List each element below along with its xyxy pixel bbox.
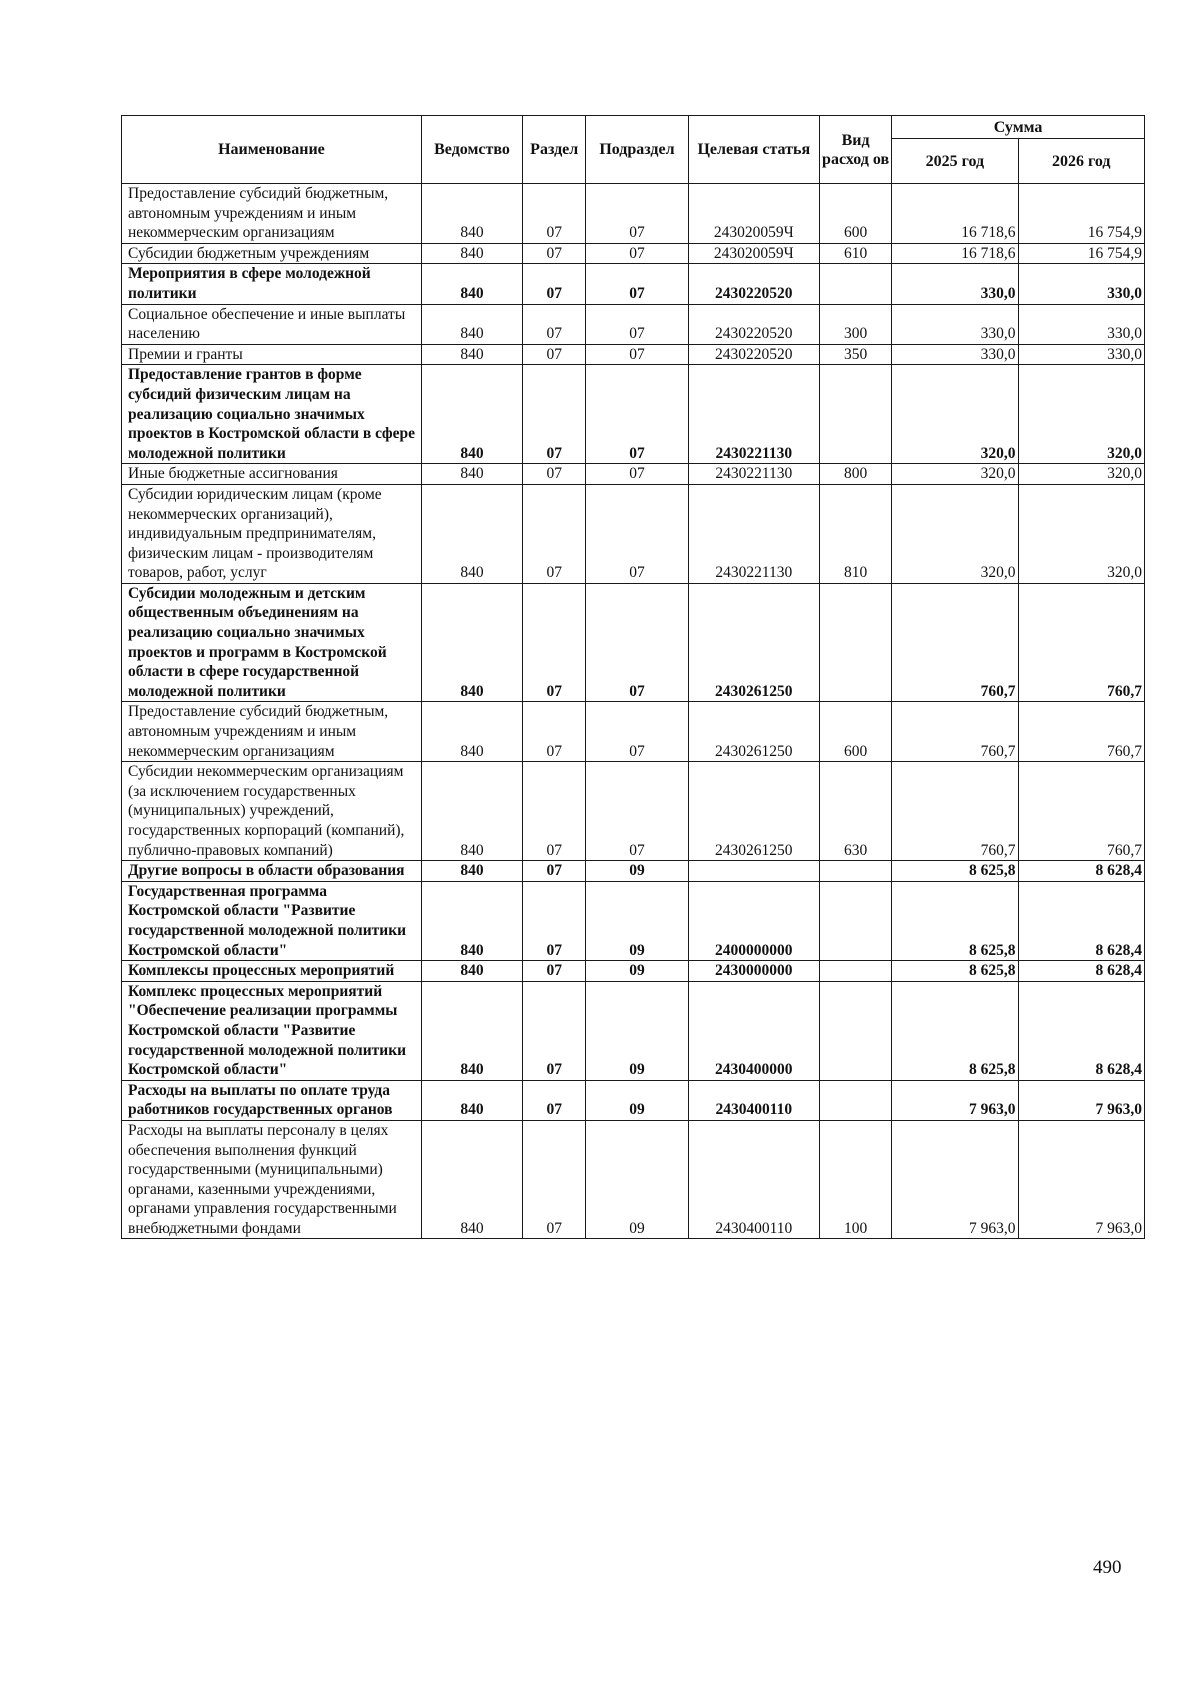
table-body bbox=[122, 184, 1145, 1239]
row-sum-2025: 8 625,8 bbox=[892, 881, 1018, 960]
row-sum-2026: 760,7 bbox=[1018, 702, 1144, 762]
row-celevaya: 2430261250 bbox=[688, 702, 819, 762]
row-podrazdel: 07 bbox=[586, 243, 688, 264]
row-sum-2025: 330,0 bbox=[892, 344, 1018, 365]
row-razdel: 07 bbox=[523, 881, 586, 960]
row-podrazdel: 07 bbox=[586, 484, 688, 583]
row-razdel: 07 bbox=[523, 484, 586, 583]
row-name: Комплекс процессных мероприятий "Обеспечение реализации программы Костромской области "Развитие государственной молодежной политики Костромской области" bbox=[122, 981, 422, 1080]
row-name: Премии и гранты bbox=[122, 344, 422, 365]
row-podrazdel: 07 bbox=[586, 344, 688, 365]
header-year-2025: 2025 год bbox=[892, 139, 1018, 184]
row-sum-2025: 320,0 bbox=[892, 464, 1018, 485]
row-name: Субсидии некоммерческим организациям (за исключением государственных (муниципальных) учреждений, государственных корпораций (компаний), публично-правовых компаний) bbox=[122, 762, 422, 861]
row-sum-2026: 7 963,0 bbox=[1018, 1080, 1144, 1120]
table-header bbox=[122, 116, 1145, 184]
row-name: Комплексы процессных мероприятий bbox=[122, 961, 422, 982]
row-name: Расходы на выплаты по оплате труда работников государственных органов bbox=[122, 1080, 422, 1120]
row-sum-2025: 8 625,8 bbox=[892, 981, 1018, 1080]
table-row bbox=[122, 264, 1145, 304]
row-celevaya: 2400000000 bbox=[688, 881, 819, 960]
row-vid bbox=[819, 981, 891, 1080]
row-podrazdel: 07 bbox=[586, 702, 688, 762]
row-celevaya: 2430261250 bbox=[688, 762, 819, 861]
table-row bbox=[122, 861, 1145, 882]
row-vedomstvo: 840 bbox=[421, 1120, 522, 1239]
row-razdel: 07 bbox=[523, 344, 586, 365]
row-vid: 800 bbox=[819, 464, 891, 485]
row-celevaya: 2430261250 bbox=[688, 583, 819, 702]
row-sum-2026: 8 628,4 bbox=[1018, 981, 1144, 1080]
row-vid: 810 bbox=[819, 484, 891, 583]
row-vid: 630 bbox=[819, 762, 891, 861]
row-razdel: 07 bbox=[523, 981, 586, 1080]
row-vid bbox=[819, 365, 891, 464]
row-vedomstvo: 840 bbox=[421, 762, 522, 861]
row-sum-2026: 8 628,4 bbox=[1018, 861, 1144, 882]
row-vid: 100 bbox=[819, 1120, 891, 1239]
row-vedomstvo: 840 bbox=[421, 702, 522, 762]
row-celevaya: 2430221130 bbox=[688, 484, 819, 583]
row-podrazdel: 07 bbox=[586, 184, 688, 244]
row-sum-2026: 320,0 bbox=[1018, 484, 1144, 583]
row-celevaya: 2430400110 bbox=[688, 1080, 819, 1120]
row-sum-2026: 16 754,9 bbox=[1018, 184, 1144, 244]
row-vedomstvo: 840 bbox=[421, 184, 522, 244]
row-podrazdel: 09 bbox=[586, 961, 688, 982]
row-razdel: 07 bbox=[523, 184, 586, 244]
header-celevaya: Целевая статья bbox=[688, 116, 819, 184]
row-podrazdel: 07 bbox=[586, 365, 688, 464]
row-sum-2025: 330,0 bbox=[892, 304, 1018, 344]
row-razdel: 07 bbox=[523, 243, 586, 264]
row-celevaya: 2430400000 bbox=[688, 981, 819, 1080]
table-row bbox=[122, 981, 1145, 1080]
row-vid: 610 bbox=[819, 243, 891, 264]
row-vedomstvo: 840 bbox=[421, 981, 522, 1080]
row-razdel: 07 bbox=[523, 264, 586, 304]
row-sum-2026: 760,7 bbox=[1018, 583, 1144, 702]
row-razdel: 07 bbox=[523, 583, 586, 702]
row-podrazdel: 07 bbox=[586, 583, 688, 702]
row-razdel: 07 bbox=[523, 861, 586, 882]
table-row bbox=[122, 184, 1145, 244]
row-name: Мероприятия в сфере молодежной политики bbox=[122, 264, 422, 304]
row-vid bbox=[819, 861, 891, 882]
table-row bbox=[122, 702, 1145, 762]
row-sum-2026: 320,0 bbox=[1018, 464, 1144, 485]
row-sum-2025: 7 963,0 bbox=[892, 1120, 1018, 1239]
row-celevaya: 2430220520 bbox=[688, 304, 819, 344]
row-razdel: 07 bbox=[523, 1080, 586, 1120]
row-vid: 600 bbox=[819, 702, 891, 762]
table-row bbox=[122, 1120, 1145, 1239]
row-podrazdel: 09 bbox=[586, 981, 688, 1080]
row-sum-2026: 330,0 bbox=[1018, 264, 1144, 304]
row-razdel: 07 bbox=[523, 464, 586, 485]
row-sum-2026: 330,0 bbox=[1018, 304, 1144, 344]
row-podrazdel: 07 bbox=[586, 762, 688, 861]
table-row bbox=[122, 243, 1145, 264]
row-podrazdel: 09 bbox=[586, 881, 688, 960]
header-year-2026: 2026 год bbox=[1018, 139, 1144, 184]
row-name: Другие вопросы в области образования bbox=[122, 861, 422, 882]
row-vid: 350 bbox=[819, 344, 891, 365]
row-name: Иные бюджетные ассигнования bbox=[122, 464, 422, 485]
row-name: Расходы на выплаты персоналу в целях обеспечения выполнения функций государственными (муниципальными) органами, казенными учреждениями, органами управления государственными внебюджетными фондами bbox=[122, 1120, 422, 1239]
row-vedomstvo: 840 bbox=[421, 344, 522, 365]
row-sum-2026: 760,7 bbox=[1018, 762, 1144, 861]
row-vid bbox=[819, 1080, 891, 1120]
row-razdel: 07 bbox=[523, 365, 586, 464]
table-row bbox=[122, 583, 1145, 702]
row-sum-2025: 16 718,6 bbox=[892, 184, 1018, 244]
table-row bbox=[122, 365, 1145, 464]
row-sum-2026: 320,0 bbox=[1018, 365, 1144, 464]
row-podrazdel: 09 bbox=[586, 1080, 688, 1120]
row-vid bbox=[819, 881, 891, 960]
row-razdel: 07 bbox=[523, 961, 586, 982]
row-sum-2025: 760,7 bbox=[892, 702, 1018, 762]
row-vedomstvo: 840 bbox=[421, 264, 522, 304]
row-razdel: 07 bbox=[523, 702, 586, 762]
row-name: Субсидии бюджетным учреждениям bbox=[122, 243, 422, 264]
row-name: Социальное обеспечение и иные выплаты населению bbox=[122, 304, 422, 344]
table-row bbox=[122, 961, 1145, 982]
row-podrazdel: 07 bbox=[586, 304, 688, 344]
row-sum-2026: 16 754,9 bbox=[1018, 243, 1144, 264]
header-name: Наименование bbox=[122, 116, 422, 184]
row-celevaya: 2430220520 bbox=[688, 264, 819, 304]
row-vid bbox=[819, 583, 891, 702]
row-sum-2025: 16 718,6 bbox=[892, 243, 1018, 264]
row-vid: 600 bbox=[819, 184, 891, 244]
row-name: Предоставление субсидий бюджетным, автономным учреждениям и иным некоммерческим организациям bbox=[122, 702, 422, 762]
header-vedomstvo: Ведомство bbox=[421, 116, 522, 184]
row-sum-2026: 7 963,0 bbox=[1018, 1120, 1144, 1239]
row-name: Субсидии молодежным и детским общественным объединениям на реализацию социально значимых проектов и программ в Костромской области в сфере государственной молодежной политики bbox=[122, 583, 422, 702]
table-row bbox=[122, 344, 1145, 365]
row-vedomstvo: 840 bbox=[421, 484, 522, 583]
row-sum-2026: 8 628,4 bbox=[1018, 961, 1144, 982]
row-podrazdel: 07 bbox=[586, 264, 688, 304]
row-celevaya: 2430220520 bbox=[688, 344, 819, 365]
row-vedomstvo: 840 bbox=[421, 464, 522, 485]
row-razdel: 07 bbox=[523, 762, 586, 861]
row-name: Субсидии юридическим лицам (кроме некоммерческих организаций), индивидуальным предпринимателям, физическим лицам - производителям товаров, работ, услуг bbox=[122, 484, 422, 583]
row-celevaya: 243020059Ч bbox=[688, 184, 819, 244]
row-sum-2025: 8 625,8 bbox=[892, 861, 1018, 882]
table-row bbox=[122, 484, 1145, 583]
table-row bbox=[122, 881, 1145, 960]
row-celevaya: 2430400110 bbox=[688, 1120, 819, 1239]
header-razdel: Раздел bbox=[523, 116, 586, 184]
table-row bbox=[122, 304, 1145, 344]
table-row bbox=[122, 464, 1145, 485]
row-sum-2025: 7 963,0 bbox=[892, 1080, 1018, 1120]
row-vedomstvo: 840 bbox=[421, 365, 522, 464]
header-vid: Вид расход ов bbox=[819, 116, 891, 184]
row-vedomstvo: 840 bbox=[421, 961, 522, 982]
row-podrazdel: 07 bbox=[586, 464, 688, 485]
page-number: 490 bbox=[1093, 1557, 1122, 1578]
table-row bbox=[122, 762, 1145, 861]
row-sum-2025: 330,0 bbox=[892, 264, 1018, 304]
row-vedomstvo: 840 bbox=[421, 243, 522, 264]
row-name: Предоставление грантов в форме субсидий физическим лицам на реализацию социально значимых проектов в Костромской области в сфере молодежной политики bbox=[122, 365, 422, 464]
row-vid bbox=[819, 961, 891, 982]
row-vedomstvo: 840 bbox=[421, 861, 522, 882]
row-razdel: 07 bbox=[523, 304, 586, 344]
row-sum-2025: 8 625,8 bbox=[892, 961, 1018, 982]
row-celevaya: 243020059Ч bbox=[688, 243, 819, 264]
header-summa: Сумма bbox=[892, 116, 1145, 139]
header-podrazdel: Подраздел bbox=[586, 116, 688, 184]
row-celevaya bbox=[688, 861, 819, 882]
row-vedomstvo: 840 bbox=[421, 304, 522, 344]
row-sum-2026: 8 628,4 bbox=[1018, 881, 1144, 960]
row-name: Государственная программа Костромской области "Развитие государственной молодежной политики Костромской области" bbox=[122, 881, 422, 960]
row-celevaya: 2430000000 bbox=[688, 961, 819, 982]
row-sum-2026: 330,0 bbox=[1018, 344, 1144, 365]
budget-table bbox=[121, 115, 1145, 1239]
row-sum-2025: 760,7 bbox=[892, 762, 1018, 861]
row-name: Предоставление субсидий бюджетным, автономным учреждениям и иным некоммерческим организациям bbox=[122, 184, 422, 244]
row-vid bbox=[819, 264, 891, 304]
row-celevaya: 2430221130 bbox=[688, 464, 819, 485]
table-row bbox=[122, 1080, 1145, 1120]
row-podrazdel: 09 bbox=[586, 1120, 688, 1239]
row-vedomstvo: 840 bbox=[421, 1080, 522, 1120]
row-vedomstvo: 840 bbox=[421, 583, 522, 702]
row-podrazdel: 09 bbox=[586, 861, 688, 882]
row-vid: 300 bbox=[819, 304, 891, 344]
row-vedomstvo: 840 bbox=[421, 881, 522, 960]
row-sum-2025: 760,7 bbox=[892, 583, 1018, 702]
row-razdel: 07 bbox=[523, 1120, 586, 1239]
row-sum-2025: 320,0 bbox=[892, 484, 1018, 583]
row-sum-2025: 320,0 bbox=[892, 365, 1018, 464]
row-celevaya: 2430221130 bbox=[688, 365, 819, 464]
